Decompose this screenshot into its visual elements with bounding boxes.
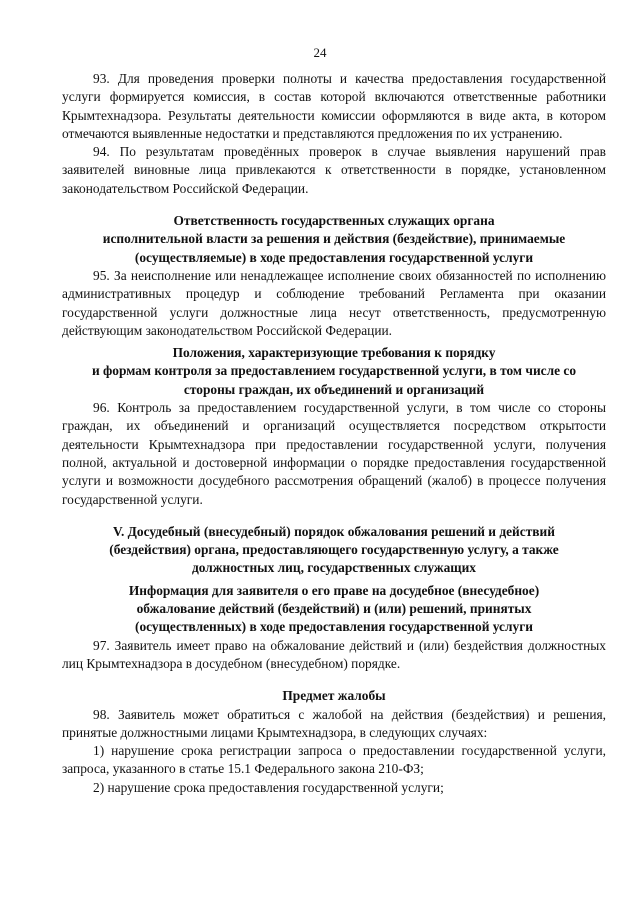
heading-line: (осуществленных) в ходе предоставления государственной услуги (135, 619, 533, 635)
heading-line: (осуществляемые) в ходе предоставления государственной услуги (134, 249, 534, 265)
heading-line: исполнительной власти за решения и действия (бездействие), принимаемые (102, 231, 566, 247)
heading-info (62, 582, 606, 637)
heading-subject: Предмет жалобы (282, 688, 386, 704)
heading-line: Ответственность государственных служащих органа (173, 213, 495, 229)
heading-line: должностных лиц, государственных служащих (192, 560, 476, 576)
heading-control-forms (62, 344, 606, 399)
paragraph-93: 93. Для проведения проверки полноты и качества предоставления государственной услуги формируется комиссия, в состав которой включаются ответственные работники Крымтехнадзора. Результаты деятельности комиссии оформляются в виде акта, в котором отмечаются выявленные недостатки и представляются предложения по их устранению. (62, 71, 606, 141)
document-body (62, 70, 606, 797)
heading-responsibility (62, 212, 606, 267)
paragraph-94: 94. По результатам проведённых проверок в случае выявления нарушений прав заявителей виновные лица привлекаются к ответственности в порядке, установленном законодательством Российской Федерации. (62, 144, 606, 196)
paragraph-97: 97. Заявитель имеет право на обжалование действий и (или) бездействия должностных лиц Крымтехнадзора в досудебном (внесудебном) порядке. (62, 637, 606, 671)
heading-line: обжалование действий (бездействий) и (или) решений, принятых (136, 601, 532, 617)
heading-line: и формам контроля за предоставлением государственной услуги, в том числе со (91, 363, 577, 379)
heading-line: Положения, характеризующие требования к порядку (172, 345, 496, 361)
page-number: 24 (313, 45, 327, 60)
heading-line: (бездействия) органа, предоставляющего государственную услугу, а также (109, 542, 559, 558)
paragraph-95: 95. За неисполнение или ненадлежащее исполнение своих обязанностей по исполнению административных процедур и соблюдение требований Регламента при оказании государственной услуги должностные лица несут ответственность, предусмотренную действующим законодательством Российской Федерации. (62, 267, 606, 338)
heading-line: V. Досудебный (внесудебный) порядок обжалования решений и действий (113, 523, 555, 539)
heading-line: Информация для заявителя о его праве на досудебное (внесудебное) (128, 582, 540, 598)
paragraph-98: 98. Заявитель может обратиться с жалобой на действия (бездействия) и решения, принятые должностными лицами Крымтехнадзора, в следующих случаях: (62, 706, 606, 740)
paragraph-96: 96. Контроль за предоставлением государственной услуги, в том числе со стороны граждан, их объединений и организаций осуществляется посредством открытости деятельности Крымтехнадзора при предоставлении государственной услуги, получения полной, актуальной и достоверной информации о порядке предоставления государственной услуги и возможности досудебного рассмотрения обращений (жалоб) в процессе получения государственной услуги. (62, 400, 606, 507)
heading-line: стороны граждан, их объединений и организаций (183, 381, 485, 397)
list-item-1: 1) нарушение срока регистрации запроса о предоставлении государственной услуги, запроса, указанного в статье 15.1 Федерального закона 210-ФЗ; (62, 743, 606, 777)
list-item-2: 2) нарушение срока предоставления государственной услуги; (93, 779, 444, 795)
heading-section-v (62, 523, 606, 578)
